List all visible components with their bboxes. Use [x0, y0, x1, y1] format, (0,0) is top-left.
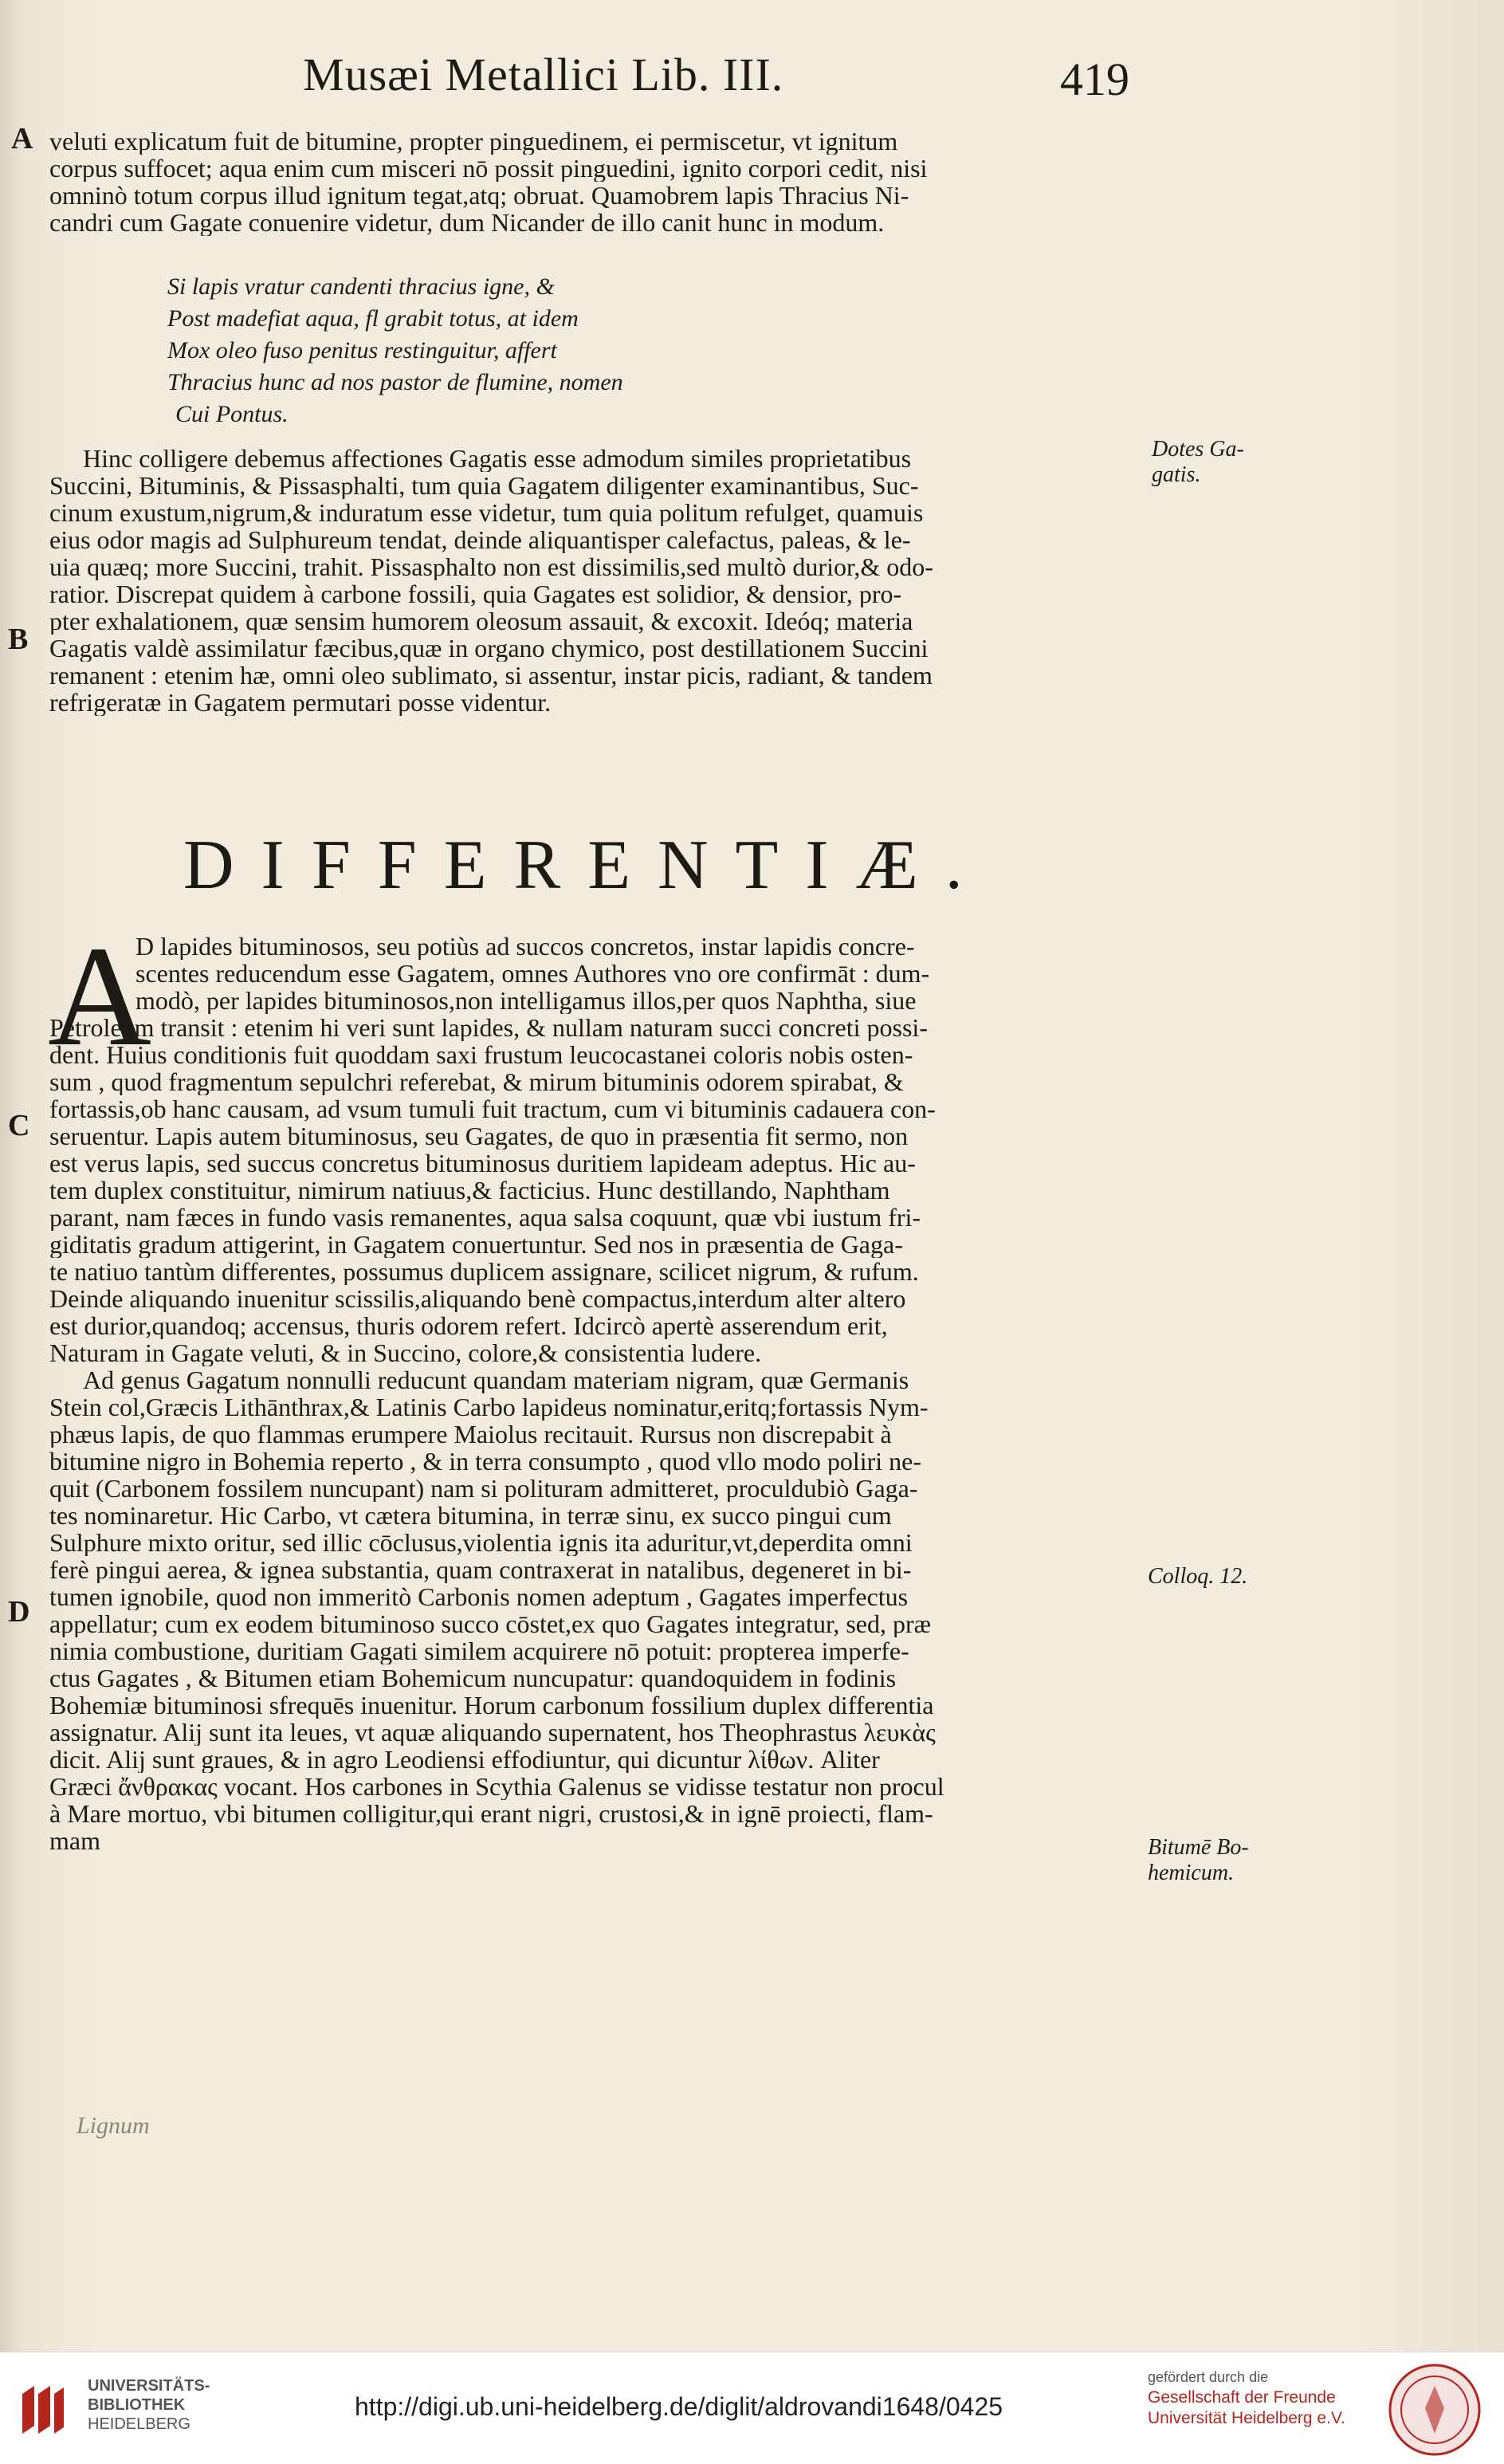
digitization-footer — [0, 2352, 1504, 2464]
show-through-text: Lignum — [77, 2112, 150, 2139]
side-note-line: Bitumē Bo- — [1148, 1835, 1249, 1860]
text-line: appellatur; cum ex eodem bituminoso succo cōstet,ex quo Gagates integratur, sed, præ — [49, 1610, 931, 1637]
society-name-line: Gesellschaft der Freunde — [1148, 2388, 1336, 2407]
side-note-dotes — [1152, 437, 1311, 488]
text-line: candri cum Gagate conuenire videtur, dum Nicander de illo canit hunc in modum. — [49, 209, 885, 236]
verse-line: Si lapis vratur candenti thracius igne, & — [167, 273, 555, 300]
text-line: scentes reducendum esse Gagatem, omnes Authores vno ore confirmāt : dum- — [135, 960, 930, 987]
text-line: giditatis gradum attigerint, in Gagatem conuertuntur. Sed nos in præsentia de Gaga- — [49, 1231, 903, 1258]
verse-line: Thracius hunc ad nos pastor de flumine, nomen — [167, 369, 623, 395]
text-line: dent. Huius conditionis fuit quoddam saxi frustum leucocastanei coloris nobis osten- — [49, 1041, 913, 1068]
page-number: 419 — [1060, 53, 1129, 105]
text-line: dicit. Alij sunt graues, & in agro Leodiensi effodiuntur, qui dicuntur λίθων. Aliter — [49, 1746, 880, 1773]
paragraph-3 — [49, 1014, 1141, 1854]
text-line: Deinde aliquando inuenitur scissilis,aliquando benè compactus,interdum alter altero — [49, 1285, 906, 1312]
text-line: uia quæq; more Succini, trahit. Pissasphalto non est dissimilis,sed multò durior,& odo- — [49, 553, 933, 580]
text-line: eius odor magis ad Sulphureum tendat, deinde aliquantisper calefactus, paleas, & le- — [49, 526, 911, 553]
margin-marker-c: C — [8, 1109, 30, 1142]
text-line: est verus lapis, sed succus concretus bituminosus duritiem lapideam adeptus. Hic au- — [49, 1149, 916, 1177]
digitization-url-link[interactable]: http://digi.ub.uni-heidelberg.de/diglit/aldrovandi1648/0425 — [355, 2392, 1003, 2421]
sponsor-credit — [1148, 2367, 1345, 2429]
text-line: Petroleum transit : etenim hi veri sunt lapides, & nullam naturam succi concreti possi- — [49, 1014, 928, 1041]
text-line: ctus Gagates , & Bitumen etiam Bohemicum nuncupatur: quandoquidem in fodinis — [49, 1664, 897, 1692]
text-line: tumen ignobile, quod non immeritò Carbonis nomen adeptum , Gagates imperfectus — [49, 1583, 909, 1610]
verse-line: Cui Pontus. — [175, 401, 289, 427]
text-line: D lapides bituminosos, seu potiùs ad succos concretos, instar lapidis concre- — [135, 933, 915, 960]
page-header — [0, 48, 1504, 112]
text-line: te natiuo tantùm differentes, possumus duplicem assignare, scilicet nigrum, & rufum. — [49, 1258, 919, 1285]
drop-cap: A — [48, 917, 151, 1075]
library-name-line: BIBLIOTHEK — [88, 2396, 186, 2414]
text-line: ferè pingui aerea, & ignea substantia, quam contraxerat in natalibus, degeneret in bi- — [49, 1556, 912, 1583]
library-name-line: UNIVERSITÄTS- — [88, 2377, 210, 2395]
side-note-line: gatis. — [1152, 462, 1201, 487]
text-line: est durior,quandoq; accensus, thuris odorem refert. Idcircò apertè asserendum erit, — [49, 1312, 888, 1339]
text-line: Succini, Bituminis, & Pissasphalti, tum quia Gagatem diligenter examinantibus, Suc- — [49, 472, 919, 499]
running-title: Musæi Metallici Lib. III. — [303, 49, 784, 100]
text-line: tem duplex constituitur, nimirum natiuus,& facticius. Hunc destillando, Naphtham — [49, 1177, 890, 1204]
verse-quotation — [167, 271, 885, 430]
side-note-bitumen — [1148, 1835, 1307, 1886]
paragraph-2 — [49, 445, 1141, 716]
text-line: phæus lapis, de quo flammas erumpere Maiolus recitauit. Rursus non discrepabit à — [49, 1421, 892, 1448]
society-name-line: Universität Heidelberg e.V. — [1148, 2409, 1345, 2427]
text-line: remanent : etenim hæ, omni oleo sublimato, si assentur, instar picis, radiant, & tandem — [49, 662, 933, 689]
text-line: mam — [49, 1827, 100, 1854]
text-line: Hinc colligere debemus affectiones Gagatis esse admodum similes proprietatibus — [83, 445, 912, 472]
text-line: parant, nam fæces in fundo vasis remanentes, aqua salsa coquunt, quæ vbi iustum fri- — [49, 1204, 921, 1231]
margin-marker-d: D — [8, 1595, 30, 1629]
text-line: refrigeratæ in Gagatem permutari posse videntur. — [49, 689, 552, 716]
text-line: cinum exustum,nigrum,& induratum esse videtur, tum quia politum refulget, quamuis — [49, 499, 924, 526]
text-line: omninò totum corpus illud ignitum tegat,atq; obruat. Quamobrem lapis Thracius Ni- — [49, 182, 909, 209]
university-seal-icon — [1387, 2362, 1482, 2458]
text-line: quit (Carbonem fossilem nuncupant) nam si polituram admitteret, proculdubiò Gaga- — [49, 1475, 918, 1502]
verse-line: Mox oleo fuso penitus restinguitur, affert — [167, 337, 557, 364]
text-line: pter exhalationem, quæ sensim humorem oleosum assauit, & excoxit. Ideóq; materia — [49, 607, 913, 635]
text-line: modò, per lapides bituminosos,non intelligamus illos,per quos Naphtha, siue — [135, 987, 917, 1014]
text-line: seruentur. Lapis autem bituminosus, seu Gagates, de quo in præsentia fit sermo, non — [49, 1122, 909, 1149]
text-line: Stein col,Græcis Lithānthrax,& Latinis Carbo lapideus nominatur,eritq;fortassis Nym- — [49, 1393, 929, 1421]
margin-marker-b: B — [8, 623, 29, 656]
side-note-line: hemicum. — [1148, 1861, 1235, 1885]
text-line: ratior. Discrepat quidem à carbone fossili, quia Gagates est solidior, & densior, pro- — [49, 580, 902, 607]
text-line: corpus suffocet; aqua enim cum misceri nō possit pinguedini, ignito corpori cedit, nisi — [49, 155, 928, 182]
funded-by-text: gefördert durch die — [1148, 2369, 1269, 2385]
library-name-line: HEIDELBERG — [88, 2415, 190, 2433]
text-line: Gagatis valdè assimilatur fæcibus,quæ in organo chymico, post destillationem Succini — [49, 635, 929, 662]
text-line: veluti explicatum fuit de bitumine, propter pinguedinem, ei permiscetur, vt ignitum — [49, 128, 898, 155]
text-line: bitumine nigro in Bohemia reperto , & in terra consumpto , quod vllo modo poliri ne- — [49, 1448, 922, 1475]
section-heading: DIFFERENTIÆ. — [183, 827, 990, 904]
text-line: Bohemiæ bituminosi sfrequēs inuenitur. Horum carbonum fossilium duplex differentia — [49, 1692, 934, 1719]
text-line: sum , quod fragmentum sepulchri referebat, & mirum bituminis odorem spirabat, & — [49, 1068, 904, 1095]
text-line: fortassis,ob hanc causam, ad vsum tumuli fuit tractum, cum vi bituminis cadauera con- — [49, 1095, 936, 1122]
text-line: Ad genus Gagatum nonnulli reducunt quandam materiam nigram, quæ Germanis — [83, 1366, 909, 1393]
text-line: nimia combustione, duritiam Gagati similem acquirere nō potuit: propterea imperfe- — [49, 1637, 909, 1664]
text-line: Sulphure mixto oritur, sed illic cōclusus,violentia ignis ita aduritur,vt,deperdita omni — [49, 1529, 913, 1556]
text-line: à Mare mortuo, vbi bitumen colligitur,qui erant nigri, crustosi,& in ignē proiecti, flam- — [49, 1800, 933, 1827]
side-note-colloq: Colloq. 12. — [1148, 1564, 1248, 1589]
side-note-line: Dotes Ga- — [1152, 437, 1244, 462]
text-line: tes nominaretur. Hic Carbo, vt cætera bitumina, in terræ sinu, ex succo pingui cum — [49, 1502, 892, 1529]
margin-marker-a: A — [11, 122, 33, 155]
text-line: assignatur. Alij sunt ita leues, vt aquæ aliquando supernatent, hos Theophrastus λευκὰς — [49, 1719, 936, 1746]
university-library-logo-icon — [14, 2378, 70, 2442]
library-name — [88, 2376, 210, 2434]
paragraph-3-opening — [135, 933, 1141, 1014]
text-line: Græci ἄνθρακας vocant. Hos carbones in Scythia Galenus se vidisse testatur non procul — [49, 1773, 944, 1800]
text-line: Naturam in Gagate veluti, & in Succino, colore,& consistentia ludere. — [49, 1339, 762, 1366]
verse-line: Post madefiat aqua, fl grabit totus, at idem — [167, 305, 579, 332]
paragraph-1 — [49, 128, 1141, 236]
